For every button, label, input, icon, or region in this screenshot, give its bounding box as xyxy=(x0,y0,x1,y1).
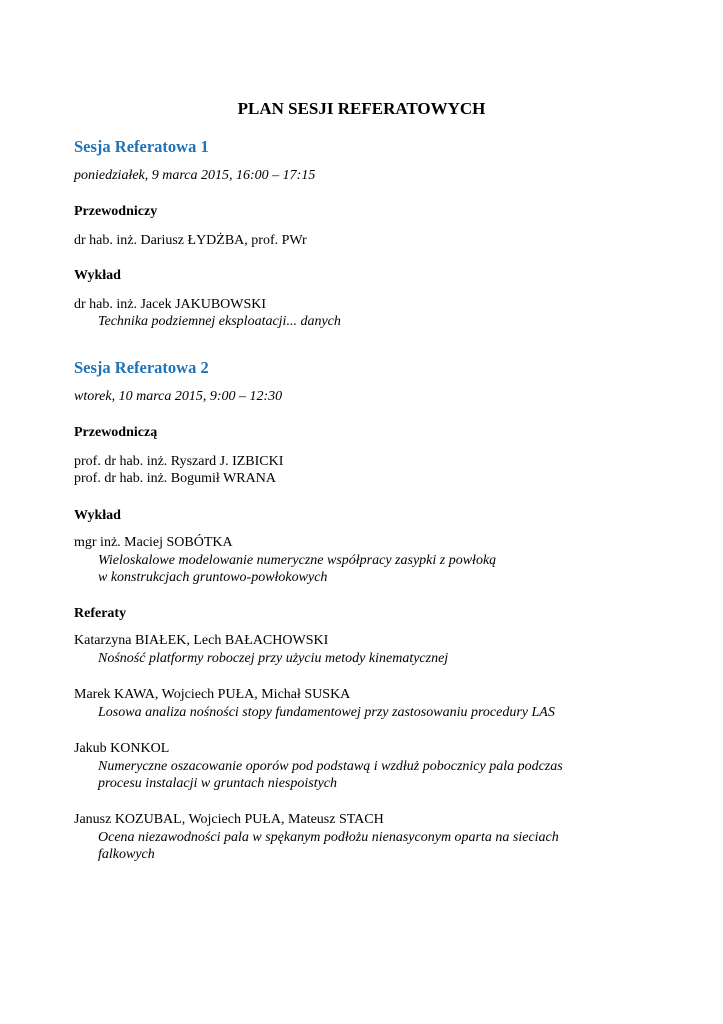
page-title: PLAN SESJI REFERATOWYCH xyxy=(237,99,486,118)
paper-title-line-1: Ocena niezawodności pala w spękanym podłożu nienasyconym oparta na sieciach xyxy=(98,830,559,845)
session-2-title: Sesja Referatowa 2 xyxy=(74,358,209,377)
session-2-date: wtorek, 10 marca 2015, 9:00 – 12:30 xyxy=(74,389,283,404)
session-1-date: poniedziałek, 9 marca 2015, 16:00 – 17:15 xyxy=(74,168,316,183)
session-2-chairs-heading: Przewodniczą xyxy=(74,425,158,440)
session-1-title: Sesja Referatowa 1 xyxy=(74,137,209,156)
paper-title-line-2: falkowych xyxy=(98,847,155,862)
session-1-lecture-title: Technika podziemnej eksploatacji... danych xyxy=(98,314,341,329)
paper-authors: Jakub KONKOL xyxy=(74,741,170,756)
session-2-lecture-heading: Wykład xyxy=(74,508,121,523)
session-1-lecture-author: dr hab. inż. Jacek JAKUBOWSKI xyxy=(74,297,267,312)
session-2-chair: prof. dr hab. inż. Bogumił WRANA xyxy=(74,471,276,486)
session-2-chair: prof. dr hab. inż. Ryszard J. IZBICKI xyxy=(74,454,284,469)
paper-title: Losowa analiza nośności stopy fundamentowej przy zastosowaniu procedury LAS xyxy=(98,705,555,720)
session-1-chair: dr hab. inż. Dariusz ŁYDŻBA, prof. PWr xyxy=(74,233,307,248)
paper-authors: Janusz KOZUBAL, Wojciech PUŁA, Mateusz STACH xyxy=(74,812,384,827)
session-2-lecture-title-line-2: w konstrukcjach gruntowo-powłokowych xyxy=(98,570,328,585)
session-2-lecture-title-line-1: Wieloskalowe modelowanie numeryczne współpracy zasypki z powłoką xyxy=(98,553,497,568)
session-1-lecture-heading: Wykład xyxy=(74,268,121,283)
session-2-papers-heading: Referaty xyxy=(74,606,127,621)
paper-title-line-1: Numeryczne oszacowanie oporów pod podstawą i wzdłuż pobocznicy pala podczas xyxy=(98,759,563,774)
paper-title-line-2: procesu instalacji w gruntach niespoistych xyxy=(98,776,338,791)
session-1-chairs-heading: Przewodniczy xyxy=(74,204,158,219)
paper-authors: Marek KAWA, Wojciech PUŁA, Michał SUSKA xyxy=(74,687,351,702)
paper-title: Nośność platformy roboczej przy użyciu metody kinematycznej xyxy=(98,651,449,666)
paper-authors: Katarzyna BIAŁEK, Lech BAŁACHOWSKI xyxy=(74,633,329,648)
session-2-lecture-author: mgr inż. Maciej SOBÓTKA xyxy=(74,535,233,550)
